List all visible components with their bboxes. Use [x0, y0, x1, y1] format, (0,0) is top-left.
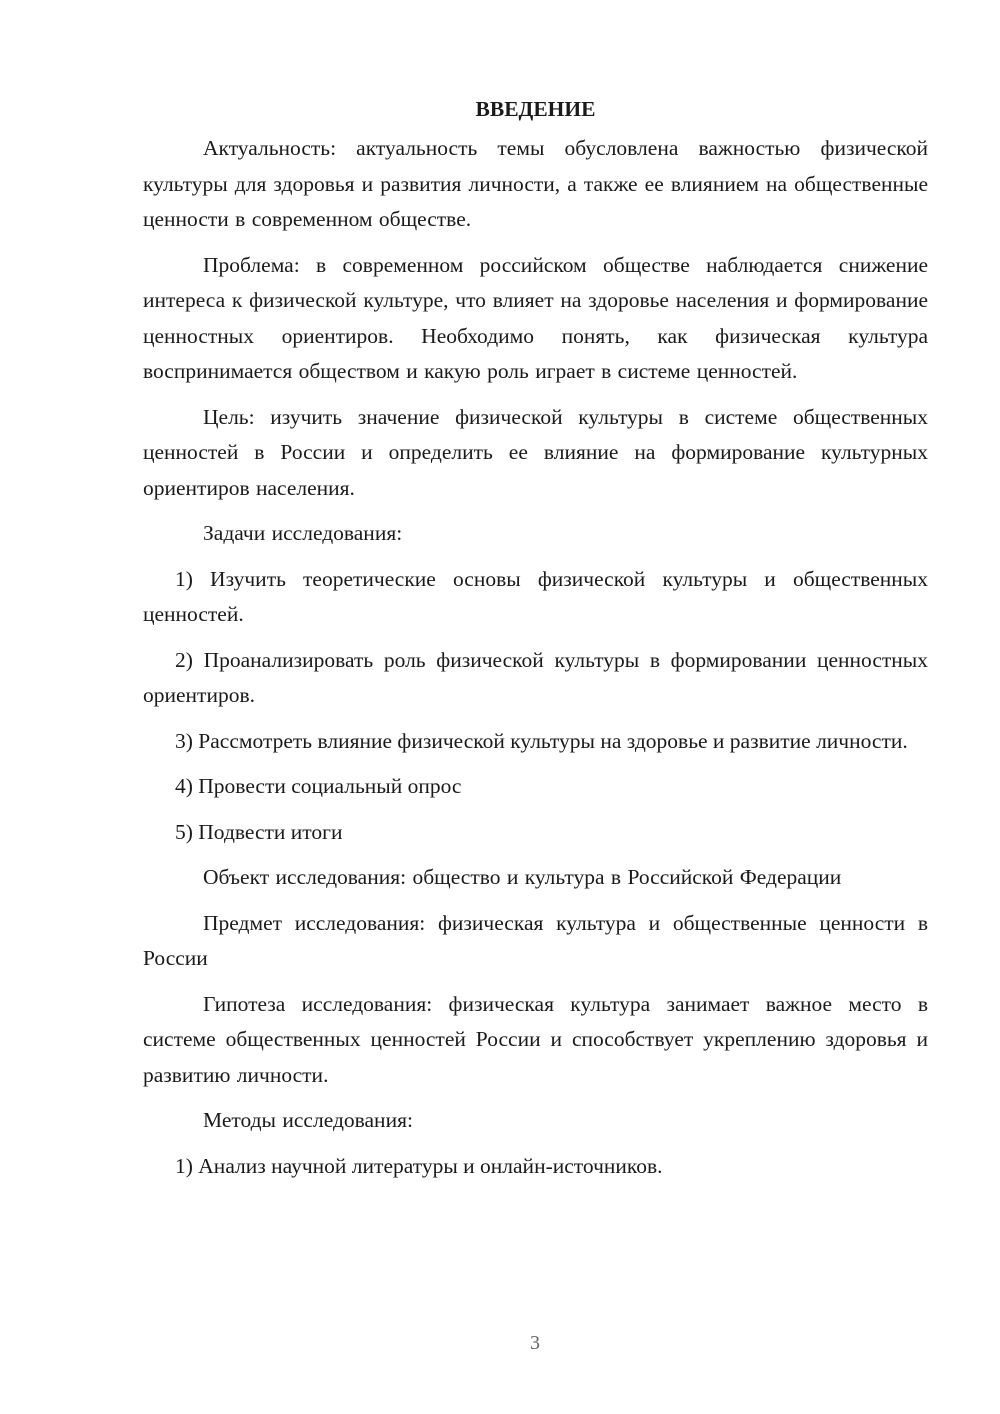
object-paragraph: Объект исследования: общество и культура в Российской Федерации: [203, 865, 842, 889]
method-item: 1) Анализ научной литературы и онлайн-источников.: [175, 1153, 663, 1178]
document-page: [143, 92, 928, 1194]
tasks-title: Задачи исследования:: [203, 521, 403, 545]
task-item: 1) Изучить теоретические основы физической культуры и общественных ценностей.: [143, 566, 928, 626]
methods-title: Методы исследования:: [203, 1108, 413, 1132]
subject-paragraph: Предмет исследования: физическая культура и общественные ценности в России: [143, 910, 928, 970]
hypothesis-paragraph: Гипотеза исследования: физическая культура занимает важное место в системе общественных ценностей России и способствует укреплению здоровья и развитию личности.: [143, 991, 928, 1087]
relevance-paragraph: Актуальность: актуальность темы обусловлена важностью физической культуры для здоровья и развития личности, а также ее влиянием на общественные ценности в современном обществе.: [143, 136, 928, 231]
page-number: 3: [530, 1332, 540, 1354]
task-item: 3) Рассмотреть влияние физической культуры на здоровье и развитие личности.: [175, 728, 908, 753]
task-item: 4) Провести социальный опрос: [175, 774, 462, 798]
task-item: 2) Проанализировать роль физической культуры в формировании ценностных ориентиров.: [143, 647, 928, 707]
page-title: ВВЕДЕНИЕ: [475, 97, 596, 121]
goal-paragraph: Цель: изучить значение физической культуры в системе общественных ценностей в России и определить ее влияние на формирование культурных ориентиров населения.: [143, 404, 928, 500]
problem-paragraph: Проблема: в современном российском обществе наблюдается снижение интереса к физической культуре, что влияет на здоровье населения и формирование ценностных ориентиров. Необходимо понять, как физическая культура воспринимается обществом и какую роль играет в системе ценностей.: [143, 252, 928, 383]
task-item: 5) Подвести итоги: [175, 819, 343, 844]
